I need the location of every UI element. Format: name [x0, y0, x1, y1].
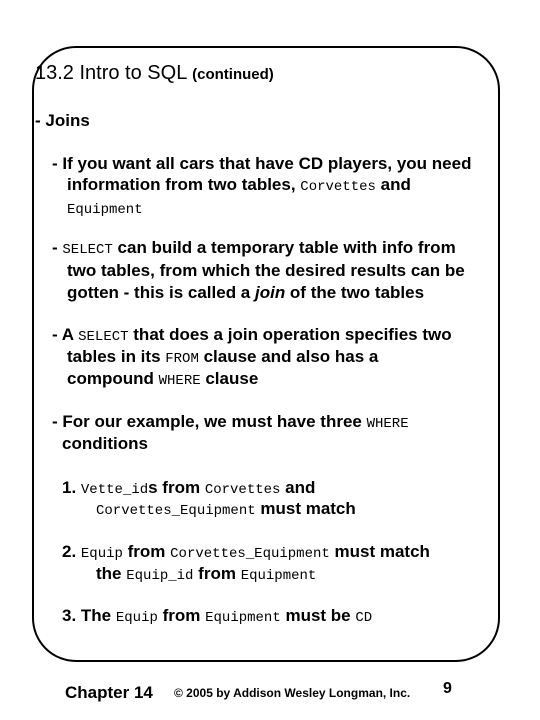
bullet3-line2: [67, 347, 378, 367]
bullet2-pre: gotten - this is called a: [67, 283, 255, 302]
footer-copyright: © 2005 by Addison Wesley Longman, Inc.: [174, 686, 411, 700]
c2-t3: the: [96, 564, 127, 583]
bullet3-l3-post: clause: [200, 369, 259, 388]
c2-t4: from: [193, 564, 241, 583]
c2-t1: from: [122, 542, 171, 561]
bullet3-line3: [67, 369, 258, 389]
code-where: WHERE: [366, 416, 409, 432]
bullet2-text: can build a temporary table with info from: [112, 238, 456, 257]
bullet3-l2-pre: tables in its: [67, 347, 166, 366]
bullet4-pre: - For our example, we must have three: [52, 412, 367, 431]
code-corvettes: Corvettes: [204, 482, 281, 498]
section-heading: - Joins: [35, 111, 90, 130]
condition1-line2: [96, 499, 356, 519]
code-select: SELECT: [62, 242, 113, 258]
bullet3-post: that does a join operation specifies two: [128, 325, 452, 344]
c2-pre: 2.: [62, 542, 81, 561]
bullet2-line2: two tables, from which the desired results can be: [67, 261, 465, 280]
c1-t2: and: [280, 478, 316, 497]
c1-t1: s from: [148, 478, 205, 497]
bullet1-line3: [67, 198, 143, 218]
condition2-line2: [96, 564, 316, 584]
condition1-line1: [62, 478, 315, 498]
c2-t2: must match: [329, 542, 430, 561]
bullet3-pre: - A: [52, 325, 79, 344]
bullet2-post: of the two tables: [285, 283, 425, 302]
bullet1-line1: - If you want all cars that have CD players, you need: [52, 154, 472, 173]
condition3-line1: [62, 606, 372, 626]
slide-title: [35, 62, 274, 85]
bullet4-line1: [52, 412, 409, 432]
code-corvettes: Corvettes: [300, 179, 376, 195]
title-note: (continued): [192, 66, 274, 83]
code-corvettes-equipment: Corvettes_Equipment: [96, 503, 256, 519]
code-equip-id: Equip_id: [126, 568, 194, 584]
code-equip: Equip: [80, 546, 123, 562]
join-term: join: [254, 283, 286, 302]
bullet3-l3-pre: compound: [67, 369, 159, 388]
code-vette-id: Vette_id: [80, 482, 149, 498]
bullet2-dash: -: [52, 238, 63, 257]
code-equipment: Equipment: [240, 568, 317, 584]
bullet2-line3: [67, 283, 424, 303]
c3-t2: must be: [280, 606, 356, 625]
code-equip: Equip: [115, 610, 158, 626]
bullet3-l2-post: clause and also has a: [198, 347, 379, 366]
page-number: 9: [443, 680, 452, 697]
c1-t3: must match: [255, 499, 356, 518]
title-text: 13.2 Intro to SQL: [35, 62, 187, 84]
bullet3-line1: [52, 325, 452, 345]
code-equipment: Equipment: [205, 610, 281, 626]
condition2-line1: [62, 542, 430, 562]
bullet2-line1: [52, 238, 456, 258]
bullet4-line2: conditions: [62, 434, 148, 453]
c1-pre: 1.: [62, 478, 81, 497]
bullet1-tail: and: [375, 175, 411, 194]
c3-pre: 3. The: [62, 606, 116, 625]
code-where: WHERE: [158, 373, 201, 389]
code-from: FROM: [165, 351, 199, 367]
bullet1-text: information from two tables,: [67, 175, 301, 194]
footer-chapter: Chapter 14: [65, 683, 153, 702]
code-select: SELECT: [78, 329, 129, 345]
bullet1-line2: [67, 175, 411, 195]
c3-t1: from: [157, 606, 206, 625]
code-corvettes-equipment: Corvettes_Equipment: [170, 546, 330, 562]
code-equipment: Equipment: [67, 202, 143, 218]
code-cd: CD: [355, 610, 373, 626]
